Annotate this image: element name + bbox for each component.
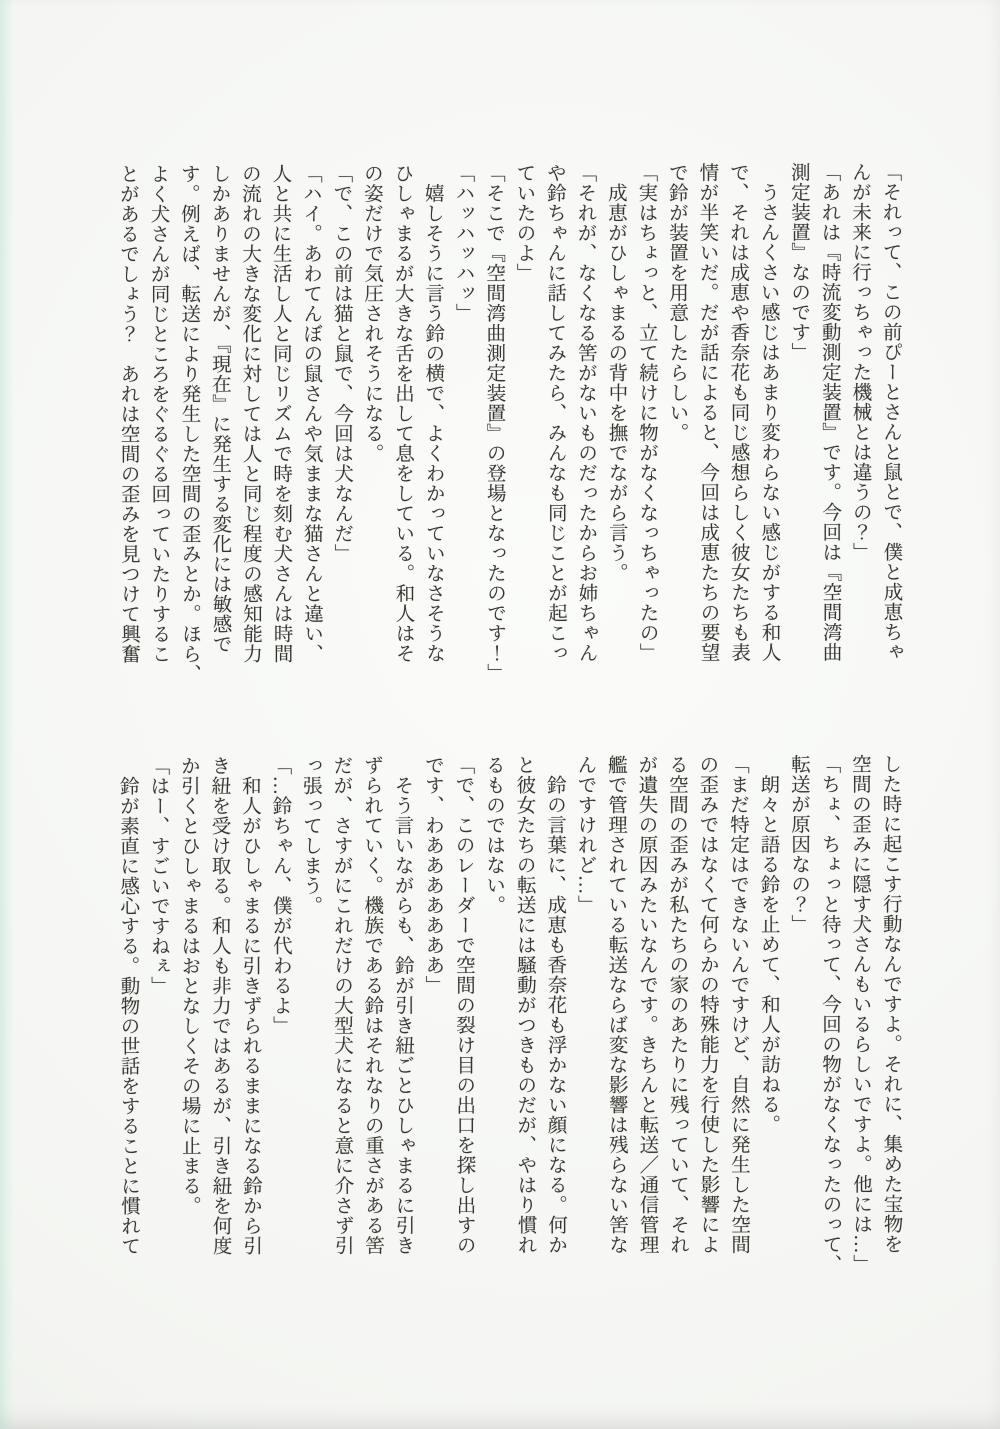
text-line: が遺失の原因みたいなんです。きちんと転送／通信管理 bbox=[635, 754, 658, 1255]
text-line: だが、さすがにこれだけの大型犬になると意に介さず引 bbox=[330, 755, 353, 1256]
scan-bottom-shade bbox=[0, 1403, 1000, 1429]
text-line: 情が半笑いだ。だが話によると、今回は成恵たちの要望 bbox=[696, 162, 719, 663]
text-line: の流れの大きな変化に対しては人と同じ程度の感知能力 bbox=[238, 163, 262, 664]
text-line: 「ちょ、ちょっと待って、今回の物がなくなったのって、 bbox=[818, 754, 841, 1275]
text-line: 「実はちょっと、立て続けに物がなくなっちゃったの」 bbox=[635, 162, 658, 663]
text-line: ずられていく。機族である鈴はそれなりの重さがある筈 bbox=[360, 755, 384, 1256]
scan-edge-tint bbox=[0, 0, 14, 1429]
text-line: そう言いながらも、鈴が引き紐ごとひしゃまるに引き bbox=[391, 775, 414, 1256]
text-line: とがあるでしょう？ あれは空間の歪みを見つけて興奮 bbox=[116, 163, 140, 665]
text-line: 測定装置』なのです」 bbox=[787, 162, 810, 363]
text-line: 朗々と語る鈴を止めて、和人が訪ねる。 bbox=[757, 774, 780, 1135]
text-line: ひしゃまるが大きな舌を出して息をしている。和人はそ bbox=[391, 163, 414, 664]
text-line: す。例えば、転送により発生した空間の歪みとか。ほら、 bbox=[177, 163, 201, 684]
text-line: 「で、このレーダーで空間の裂け目の出口を探し出すの bbox=[452, 755, 475, 1256]
text-line: 「ハイ。あわてんぼの鼠さんや気ままな猫さんと違い、 bbox=[299, 163, 323, 664]
text-line: 人と共に生活し人と同じリズムで時を刻む犬さんは時間 bbox=[269, 163, 292, 664]
text-block-top bbox=[111, 162, 905, 684]
text-line: 「…鈴ちゃん、僕が代わるよ」 bbox=[269, 755, 292, 1036]
text-line: と彼女たちの転送には騒動がつきものだが、やはり慣れ bbox=[513, 754, 536, 1255]
text-line: 「あれは『時流変動測定装置』です。今回は『空間湾曲 bbox=[818, 162, 841, 663]
text-line: で鈴が装置を用意したらしい。 bbox=[665, 162, 688, 443]
text-line: 成恵がひしゃまるの背中を撫でながら言う。 bbox=[604, 182, 627, 583]
text-line: 鈴の言葉に、成恵も香奈花も浮かない顔になる。何か bbox=[543, 774, 567, 1255]
text-line: 和人がひしゃまるに引きずられるままになる鈴から引 bbox=[238, 775, 262, 1256]
text-block-bottom bbox=[111, 754, 905, 1276]
text-line: で、それは成恵や香奈花も同じ感想らしく彼女たちも表 bbox=[726, 162, 750, 663]
text-line: です、わあああああああ」 bbox=[421, 755, 444, 996]
text-line: 「はー、すごいですねぇ」 bbox=[147, 755, 169, 996]
text-line: ていたのよ」 bbox=[513, 162, 535, 283]
text-line: 鈴が素直に感心する。動物の世話をすることに慣れて bbox=[116, 775, 140, 1257]
text-line: よく犬さんが同じところをぐるぐる回っていたりするこ bbox=[147, 163, 170, 664]
text-line: 「ハッハッハッ」 bbox=[452, 163, 474, 324]
text-line: っ張ってしまう。 bbox=[299, 755, 322, 916]
text-line: うさんくさい感じはあまり変わらない感じがする和人 bbox=[757, 182, 780, 663]
text-line: んが未来に行っちゃった機械とは違うの？」 bbox=[848, 162, 871, 563]
text-line: 「それって、この前ぴーとさんと鼠とで、僕と成恵ちゃ bbox=[879, 161, 902, 663]
text-line: 「それが、なくなる筈がないものだったからお姉ちゃん bbox=[574, 162, 597, 663]
text-line: るものではない。 bbox=[482, 755, 505, 916]
text-line: 「そこで『空間湾曲測定装置』の登場となったのです！」 bbox=[482, 163, 506, 684]
text-line: しかありませんが、『現在』に発生する変化には敏感で bbox=[208, 163, 231, 655]
text-line: 転送が原因なの？」 bbox=[787, 754, 810, 935]
text-line: 空間の歪みに隠す犬さんもいるらしいですよ。他には…」 bbox=[848, 754, 872, 1275]
text-line: 艦で管理されている転送ならば変な影響は残らない筈な bbox=[604, 754, 628, 1255]
text-line: した時に起こす行動なんですよ。それに、集めた宝物を bbox=[879, 753, 902, 1255]
text-line: る空間の歪みが私たちの家のあたりに残っていて、それ bbox=[665, 754, 689, 1255]
text-line: んですけれど…」 bbox=[574, 754, 596, 915]
text-line: 「まだ特定はできないんですけど、自然に発生した空間 bbox=[726, 754, 750, 1255]
text-line: 「で、この前は猫と鼠で、今回は犬なんだ」 bbox=[330, 163, 353, 564]
text-line: か引くとひしゃまるはおとなしくその場に止まる。 bbox=[177, 755, 201, 1216]
text-line: の歪みではなくて何らかの特殊能力を行使した影響によ bbox=[696, 754, 719, 1255]
text-line: 嬉しそうに言う鈴の横で、よくわかっていなさそうな bbox=[421, 183, 445, 664]
text-line: の姿だけで気圧されそうになる。 bbox=[360, 163, 383, 464]
text-line: や鈴ちゃんに話してみたら、みんなも同じことが起こっ bbox=[543, 162, 567, 663]
text-line: き紐を受け取る。和人も非力ではあるが、引き紐を何度 bbox=[208, 755, 231, 1256]
